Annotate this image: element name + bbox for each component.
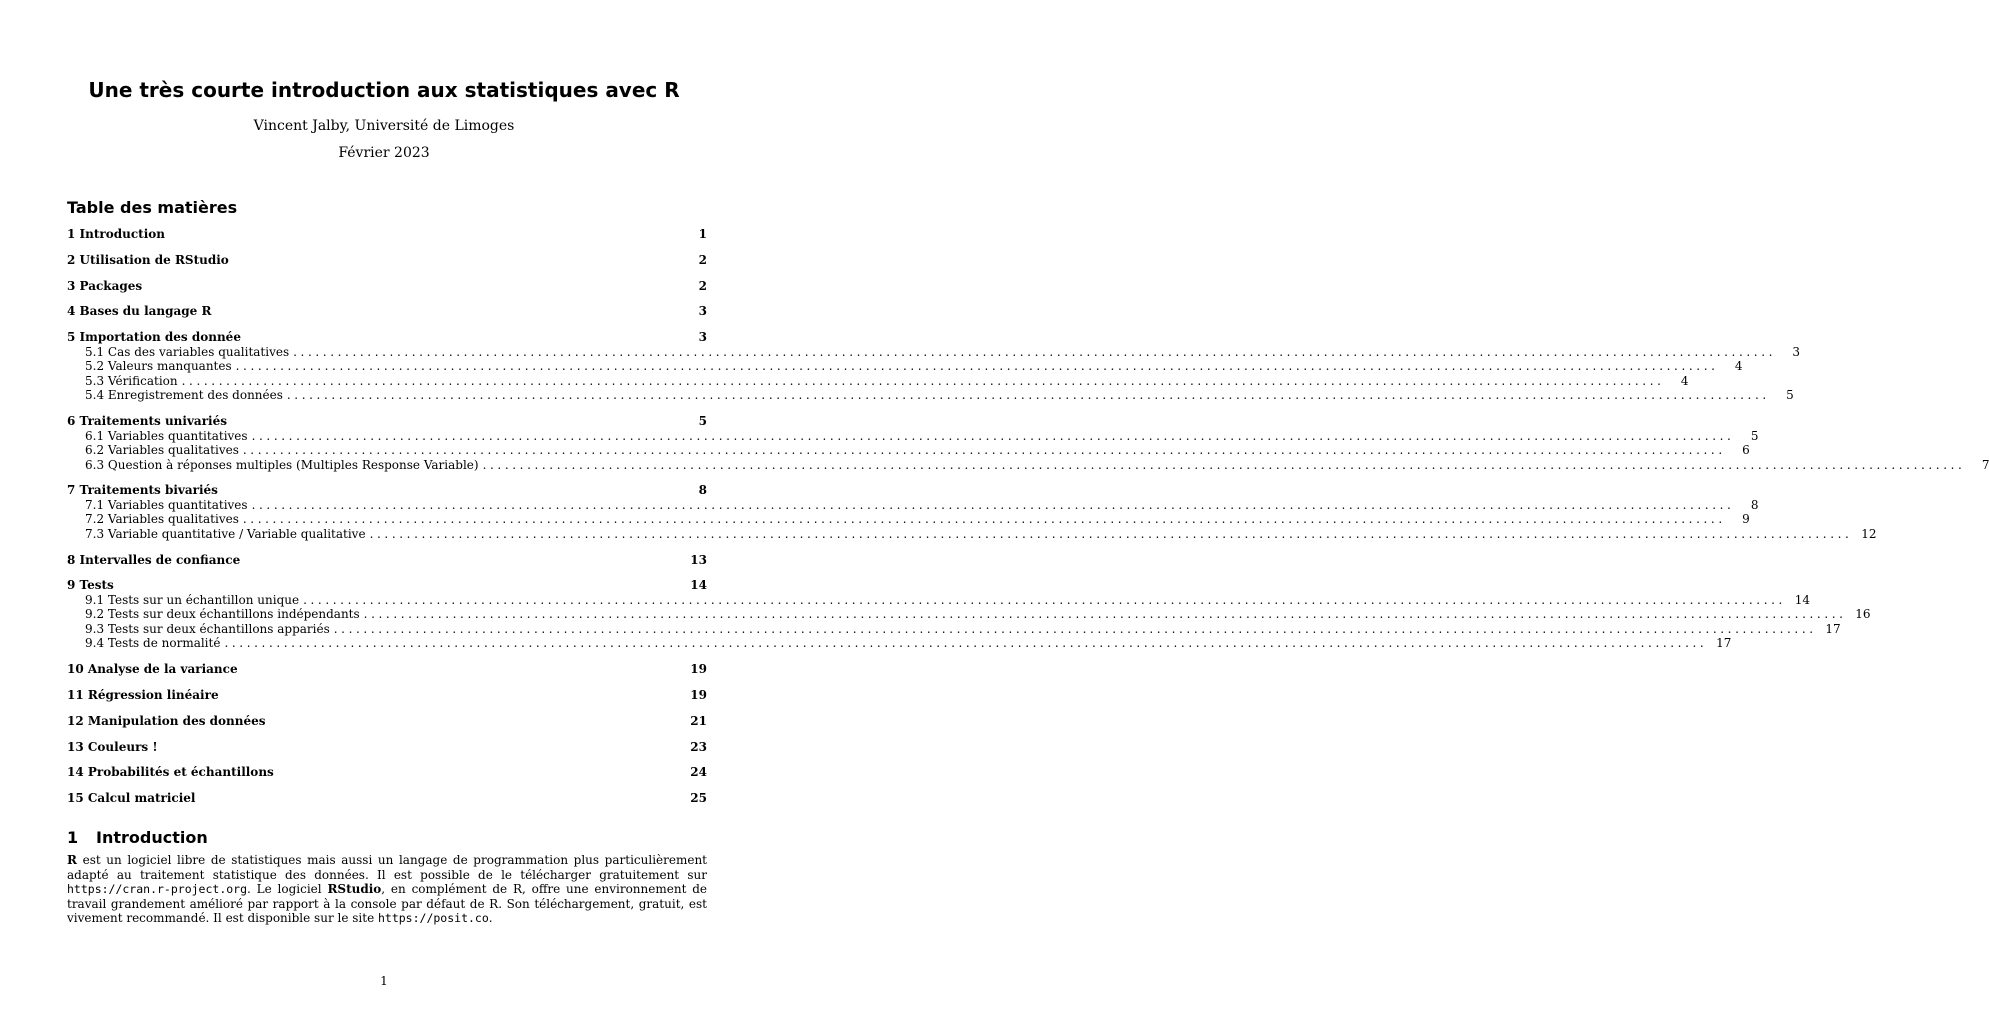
toc-dot-leader: ........................................................................................................................................................................................................ bbox=[242, 443, 1726, 457]
toc-subsection-entry[interactable] bbox=[67, 374, 1689, 389]
toc-entry-label: 14 Probabilités et échantillons bbox=[67, 765, 274, 779]
toc-entry-label: 9.4 Tests de normalité bbox=[85, 636, 221, 650]
toc-entry-page: 5 bbox=[698, 414, 707, 428]
page-number: 1 bbox=[380, 974, 388, 988]
toc-dot-leader: ........................................................................................................................................................................................................ bbox=[369, 527, 1853, 541]
para-text: est un logiciel libre de statistiques mais aussi un langage de programmation plus particulièrement adapté au traitement statistique des données. Il est possible de le télécharger gratuitement sur bbox=[67, 853, 707, 882]
toc-entry-page: 25 bbox=[690, 791, 707, 805]
toc-section-entry[interactable] bbox=[67, 253, 707, 268]
toc-dot-leader: ........................................................................................................................................................................................................ bbox=[242, 512, 1726, 526]
toc-entry-label: 10 Analyse de la variance bbox=[67, 662, 238, 676]
toc-dot-leader: ........................................................................................................................................................................................................ bbox=[482, 458, 1966, 472]
toc-entry-label: 9.1 Tests sur un échantillon unique bbox=[85, 593, 300, 607]
toc-entry-page: 23 bbox=[690, 740, 707, 754]
toc-section-entry[interactable] bbox=[67, 279, 707, 294]
toc-entry-label: 6.3 Question à réponses multiples (Multiples Response Variable) bbox=[85, 458, 479, 472]
toc-dot-leader: ........................................................................................................................................................................................................ bbox=[181, 374, 1665, 388]
toc-entry-page: 9 bbox=[1742, 512, 1750, 526]
toc-entry-label: 8 Intervalles de confiance bbox=[67, 553, 241, 567]
toc-entry-page: 3 bbox=[698, 330, 707, 344]
toc-entry-page: 3 bbox=[698, 304, 707, 318]
section-title: Introduction bbox=[96, 828, 208, 847]
toc-dot-leader: ........................................................................................................................................................................................................ bbox=[303, 593, 1786, 607]
toc-entry-page: 5 bbox=[1786, 388, 1794, 402]
toc-dot-leader: ........................................................................................................................................................................................................ bbox=[286, 388, 1770, 402]
toc-entry-page: 13 bbox=[690, 553, 707, 567]
toc-dot-leader: ........................................................................................................................................................................................................ bbox=[235, 359, 1719, 373]
intro-paragraph bbox=[67, 853, 707, 926]
toc-entry-page: 2 bbox=[698, 279, 707, 293]
cran-link[interactable]: https://cran.r-project.org bbox=[67, 882, 248, 897]
toc-entry-page: 8 bbox=[1750, 498, 1759, 512]
toc-entry-page: 17 bbox=[1825, 622, 1841, 636]
toc-entry-label: 7.1 Variables quantitatives bbox=[85, 498, 248, 512]
toc-dot-leader: ........................................................................................................................................................................................................ bbox=[293, 345, 1777, 359]
toc-entry-label: 6.1 Variables quantitatives bbox=[85, 429, 248, 443]
toc-entry-label: 7 Traitements bivariés bbox=[67, 483, 218, 497]
toc-section-entry[interactable] bbox=[67, 553, 707, 568]
toc-entry-label: 9 Tests bbox=[67, 578, 114, 592]
toc-entry-label: 3 Packages bbox=[67, 279, 143, 293]
toc-entry-label: 15 Calcul matriciel bbox=[67, 791, 196, 805]
toc-entry-label: 11 Régression linéaire bbox=[67, 688, 219, 702]
toc-subsection-entry[interactable] bbox=[67, 388, 1794, 403]
toc-entry-page: 1 bbox=[698, 227, 707, 241]
toc-entry-page: 17 bbox=[1716, 636, 1732, 650]
toc-entry-label: 5 Importation des donnée bbox=[67, 330, 241, 344]
toc-section-entry[interactable] bbox=[67, 765, 707, 780]
r-bold: R bbox=[67, 853, 77, 867]
toc-subsection-entry[interactable] bbox=[67, 345, 1801, 360]
toc-section-entry[interactable] bbox=[67, 714, 707, 729]
toc-section-entry[interactable] bbox=[67, 483, 707, 498]
toc-subsection-entry[interactable] bbox=[67, 498, 1759, 513]
toc-entry-page: 8 bbox=[698, 483, 707, 497]
toc-entry-label: 7.3 Variable quantitative / Variable qualitative bbox=[85, 527, 366, 541]
para-text: . bbox=[488, 911, 493, 926]
toc-subsection-entry[interactable] bbox=[67, 593, 1810, 608]
toc-section-entry[interactable] bbox=[67, 740, 707, 755]
section-number: 1 bbox=[67, 828, 79, 847]
para-text: , en complément de R, offre une environnement de travail grandement amélioré par rapport à la console par défaut de R. Son téléchargement, gratuit, est vivement recommandé. Il est disponible sur le site bbox=[67, 882, 707, 926]
toc-entry-page: 21 bbox=[690, 714, 707, 728]
toc-dot-leader: ........................................................................................................................................................................................................ bbox=[224, 636, 1708, 650]
toc-subsection-entry[interactable] bbox=[67, 359, 1743, 374]
toc-subsection-entry[interactable] bbox=[67, 607, 1871, 622]
toc-entry-label: 6.2 Variables qualitatives bbox=[85, 443, 239, 457]
toc-subsection-entry[interactable] bbox=[67, 527, 1877, 542]
toc-section-entry[interactable] bbox=[67, 662, 707, 677]
para-text: . Le logiciel bbox=[247, 882, 328, 897]
author-line: Vincent Jalby, Université de Limoges bbox=[253, 118, 515, 134]
toc-subsection-entry[interactable] bbox=[67, 443, 1750, 458]
toc-entry-label: 9.2 Tests sur deux échantillons indépendants bbox=[85, 607, 360, 621]
toc-subsection-entry[interactable] bbox=[67, 636, 1732, 651]
toc-entry-label: 4 Bases du langage R bbox=[67, 304, 212, 318]
toc-entry-page: 19 bbox=[690, 688, 707, 702]
section-heading bbox=[67, 828, 208, 847]
rstudio-bold: RStudio bbox=[327, 882, 382, 897]
toc-entry-label: 7.2 Variables qualitatives bbox=[85, 512, 239, 526]
toc-entry-page: 4 bbox=[1680, 374, 1689, 388]
toc-entry-page: 4 bbox=[1734, 359, 1743, 373]
toc-dot-leader: ........................................................................................................................................................................................................ bbox=[251, 498, 1735, 512]
toc-entry-label: 12 Manipulation des données bbox=[67, 714, 266, 728]
toc-entry-label: 6 Traitements univariés bbox=[67, 414, 227, 428]
toc-section-entry[interactable] bbox=[67, 578, 707, 593]
toc-entry-label: 9.3 Tests sur deux échantillons appariés bbox=[85, 622, 330, 636]
toc-entry-label: 13 Couleurs ! bbox=[67, 740, 158, 754]
toc-entry-page: 24 bbox=[690, 765, 707, 779]
toc-entry-label: 5.2 Valeurs manquantes bbox=[85, 359, 232, 373]
toc-dot-leader: ........................................................................................................................................................................................................ bbox=[333, 622, 1817, 636]
toc-subsection-entry[interactable] bbox=[67, 622, 1841, 637]
toc-section-entry[interactable] bbox=[67, 414, 707, 429]
toc-section-entry[interactable] bbox=[67, 304, 707, 319]
toc-entry-page: 12 bbox=[1861, 527, 1877, 541]
toc-entry-label: 5.1 Cas des variables qualitatives bbox=[85, 345, 290, 359]
date-line: Février 2023 bbox=[338, 145, 430, 161]
toc-dot-leader: ........................................................................................................................................................................................................ bbox=[363, 607, 1847, 621]
posit-link[interactable]: https://posit.co bbox=[377, 911, 489, 926]
toc-subsection-entry[interactable] bbox=[67, 512, 1750, 527]
toc-section-entry[interactable] bbox=[67, 688, 707, 703]
toc-section-entry[interactable] bbox=[67, 791, 707, 806]
toc-entry-label: 1 Introduction bbox=[67, 227, 165, 241]
toc-section-entry[interactable] bbox=[67, 227, 707, 242]
toc-entry-page: 14 bbox=[690, 578, 707, 592]
toc-entry-label: 5.3 Vérification bbox=[85, 374, 178, 388]
toc-entry-page: 5 bbox=[1750, 429, 1759, 443]
toc-entry-page: 16 bbox=[1855, 607, 1871, 621]
toc-entry-page: 7 bbox=[1981, 458, 1989, 472]
toc-heading: Table des matières bbox=[67, 198, 238, 217]
toc-entry-page: 6 bbox=[1742, 443, 1750, 457]
toc-subsection-entry[interactable] bbox=[67, 429, 1759, 444]
toc-entry-label: 5.4 Enregistrement des données bbox=[85, 388, 283, 402]
toc-section-entry[interactable] bbox=[67, 330, 707, 345]
toc-entry-page: 3 bbox=[1792, 345, 1801, 359]
toc-entry-page: 14 bbox=[1794, 593, 1810, 607]
toc-entry-page: 2 bbox=[698, 253, 707, 267]
document-title: Une très courte introduction aux statistiques avec R bbox=[88, 78, 680, 102]
toc-entry-page: 19 bbox=[690, 662, 707, 676]
toc-entry-label: 2 Utilisation de RStudio bbox=[67, 253, 229, 267]
toc-subsection-entry[interactable] bbox=[67, 458, 1989, 473]
toc-dot-leader: ........................................................................................................................................................................................................ bbox=[251, 429, 1735, 443]
